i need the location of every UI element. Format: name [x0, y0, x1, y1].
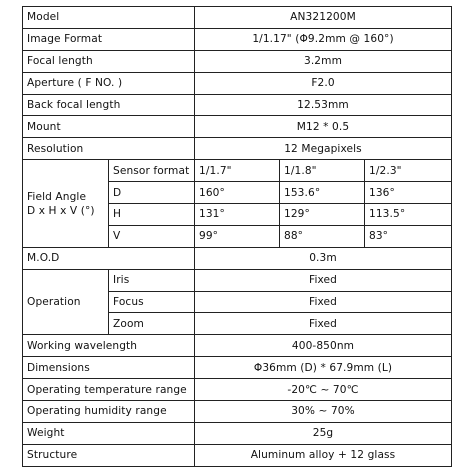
back-focal-length-value: 12.53mm [195, 94, 452, 116]
row-structure [23, 444, 452, 466]
row-image-format [23, 28, 452, 50]
sensor-format-c2: 1/1.8" [280, 160, 365, 182]
aperture-value: F2.0 [195, 72, 452, 94]
weight-label: Weight [23, 422, 195, 444]
working-wavelength-value: 400-850nm [195, 335, 452, 357]
weight-value: 25g [195, 422, 452, 444]
operating-humidity-value: 30% ~ 70% [195, 401, 452, 423]
structure-label: Structure [23, 444, 195, 466]
resolution-value: 12 Megapixels [195, 138, 452, 160]
row-working-wavelength [23, 335, 452, 357]
sensor-format-c3: 1/2.3" [365, 160, 452, 182]
row-aperture [23, 72, 452, 94]
field-angle-h-c2: 129° [280, 204, 365, 226]
sensor-format-c1: 1/1.7" [195, 160, 280, 182]
structure-value: Aluminum alloy + 12 glass [195, 444, 452, 466]
dimensions-label: Dimensions [23, 357, 195, 379]
field-angle-h-c3: 113.5° [365, 204, 452, 226]
row-dimensions [23, 357, 452, 379]
row-operating-humidity [23, 401, 452, 423]
operating-temperature-label: Operating temperature range [23, 379, 195, 401]
operating-temperature-value: -20℃ ~ 70℃ [195, 379, 452, 401]
row-operating-temperature [23, 379, 452, 401]
field-angle-d-c1: 160° [195, 182, 280, 204]
row-back-focal-length [23, 94, 452, 116]
row-focal-length [23, 50, 452, 72]
model-value: AN321200M [195, 7, 452, 29]
model-label: Model [23, 7, 195, 29]
field-angle-label-line2: D x H x V (°) [27, 204, 95, 217]
row-weight [23, 422, 452, 444]
mount-value: M12 * 0.5 [195, 116, 452, 138]
zoom-value: Fixed [195, 313, 452, 335]
operation-label: Operation [23, 269, 109, 335]
zoom-label: Zoom [109, 313, 195, 335]
field-angle-d-c3: 136° [365, 182, 452, 204]
row-model [23, 7, 452, 29]
row-mount [23, 116, 452, 138]
row-field-angle-header [23, 160, 452, 182]
resolution-label: Resolution [23, 138, 195, 160]
field-angle-h-label: H [109, 204, 195, 226]
operating-humidity-label: Operating humidity range [23, 401, 195, 423]
mod-value: 0.3m [195, 247, 452, 269]
mount-label: Mount [23, 116, 195, 138]
iris-label: Iris [109, 269, 195, 291]
field-angle-d-label: D [109, 182, 195, 204]
sensor-format-label: Sensor format [109, 160, 195, 182]
back-focal-length-label: Back focal length [23, 94, 195, 116]
row-mod [23, 247, 452, 269]
field-angle-label [23, 160, 109, 248]
field-angle-v-c3: 83° [365, 225, 452, 247]
image-format-label: Image Format [23, 28, 195, 50]
field-angle-v-c2: 88° [280, 225, 365, 247]
field-angle-v-label: V [109, 225, 195, 247]
row-resolution [23, 138, 452, 160]
focal-length-value: 3.2mm [195, 50, 452, 72]
focus-label: Focus [109, 291, 195, 313]
mod-label: M.O.D [23, 247, 195, 269]
row-operation-iris [23, 269, 452, 291]
field-angle-label-line1: Field Angle [27, 190, 87, 203]
iris-value: Fixed [195, 269, 452, 291]
focus-value: Fixed [195, 291, 452, 313]
field-angle-d-c2: 153.6° [280, 182, 365, 204]
image-format-value: 1/1.17" (Φ9.2mm @ 160°) [195, 28, 452, 50]
field-angle-h-c1: 131° [195, 204, 280, 226]
focal-length-label: Focal length [23, 50, 195, 72]
aperture-label: Aperture ( F NO. ) [23, 72, 195, 94]
spec-table [22, 6, 452, 467]
dimensions-value: Φ36mm (D) * 67.9mm (L) [195, 357, 452, 379]
working-wavelength-label: Working wavelength [23, 335, 195, 357]
field-angle-v-c1: 99° [195, 225, 280, 247]
